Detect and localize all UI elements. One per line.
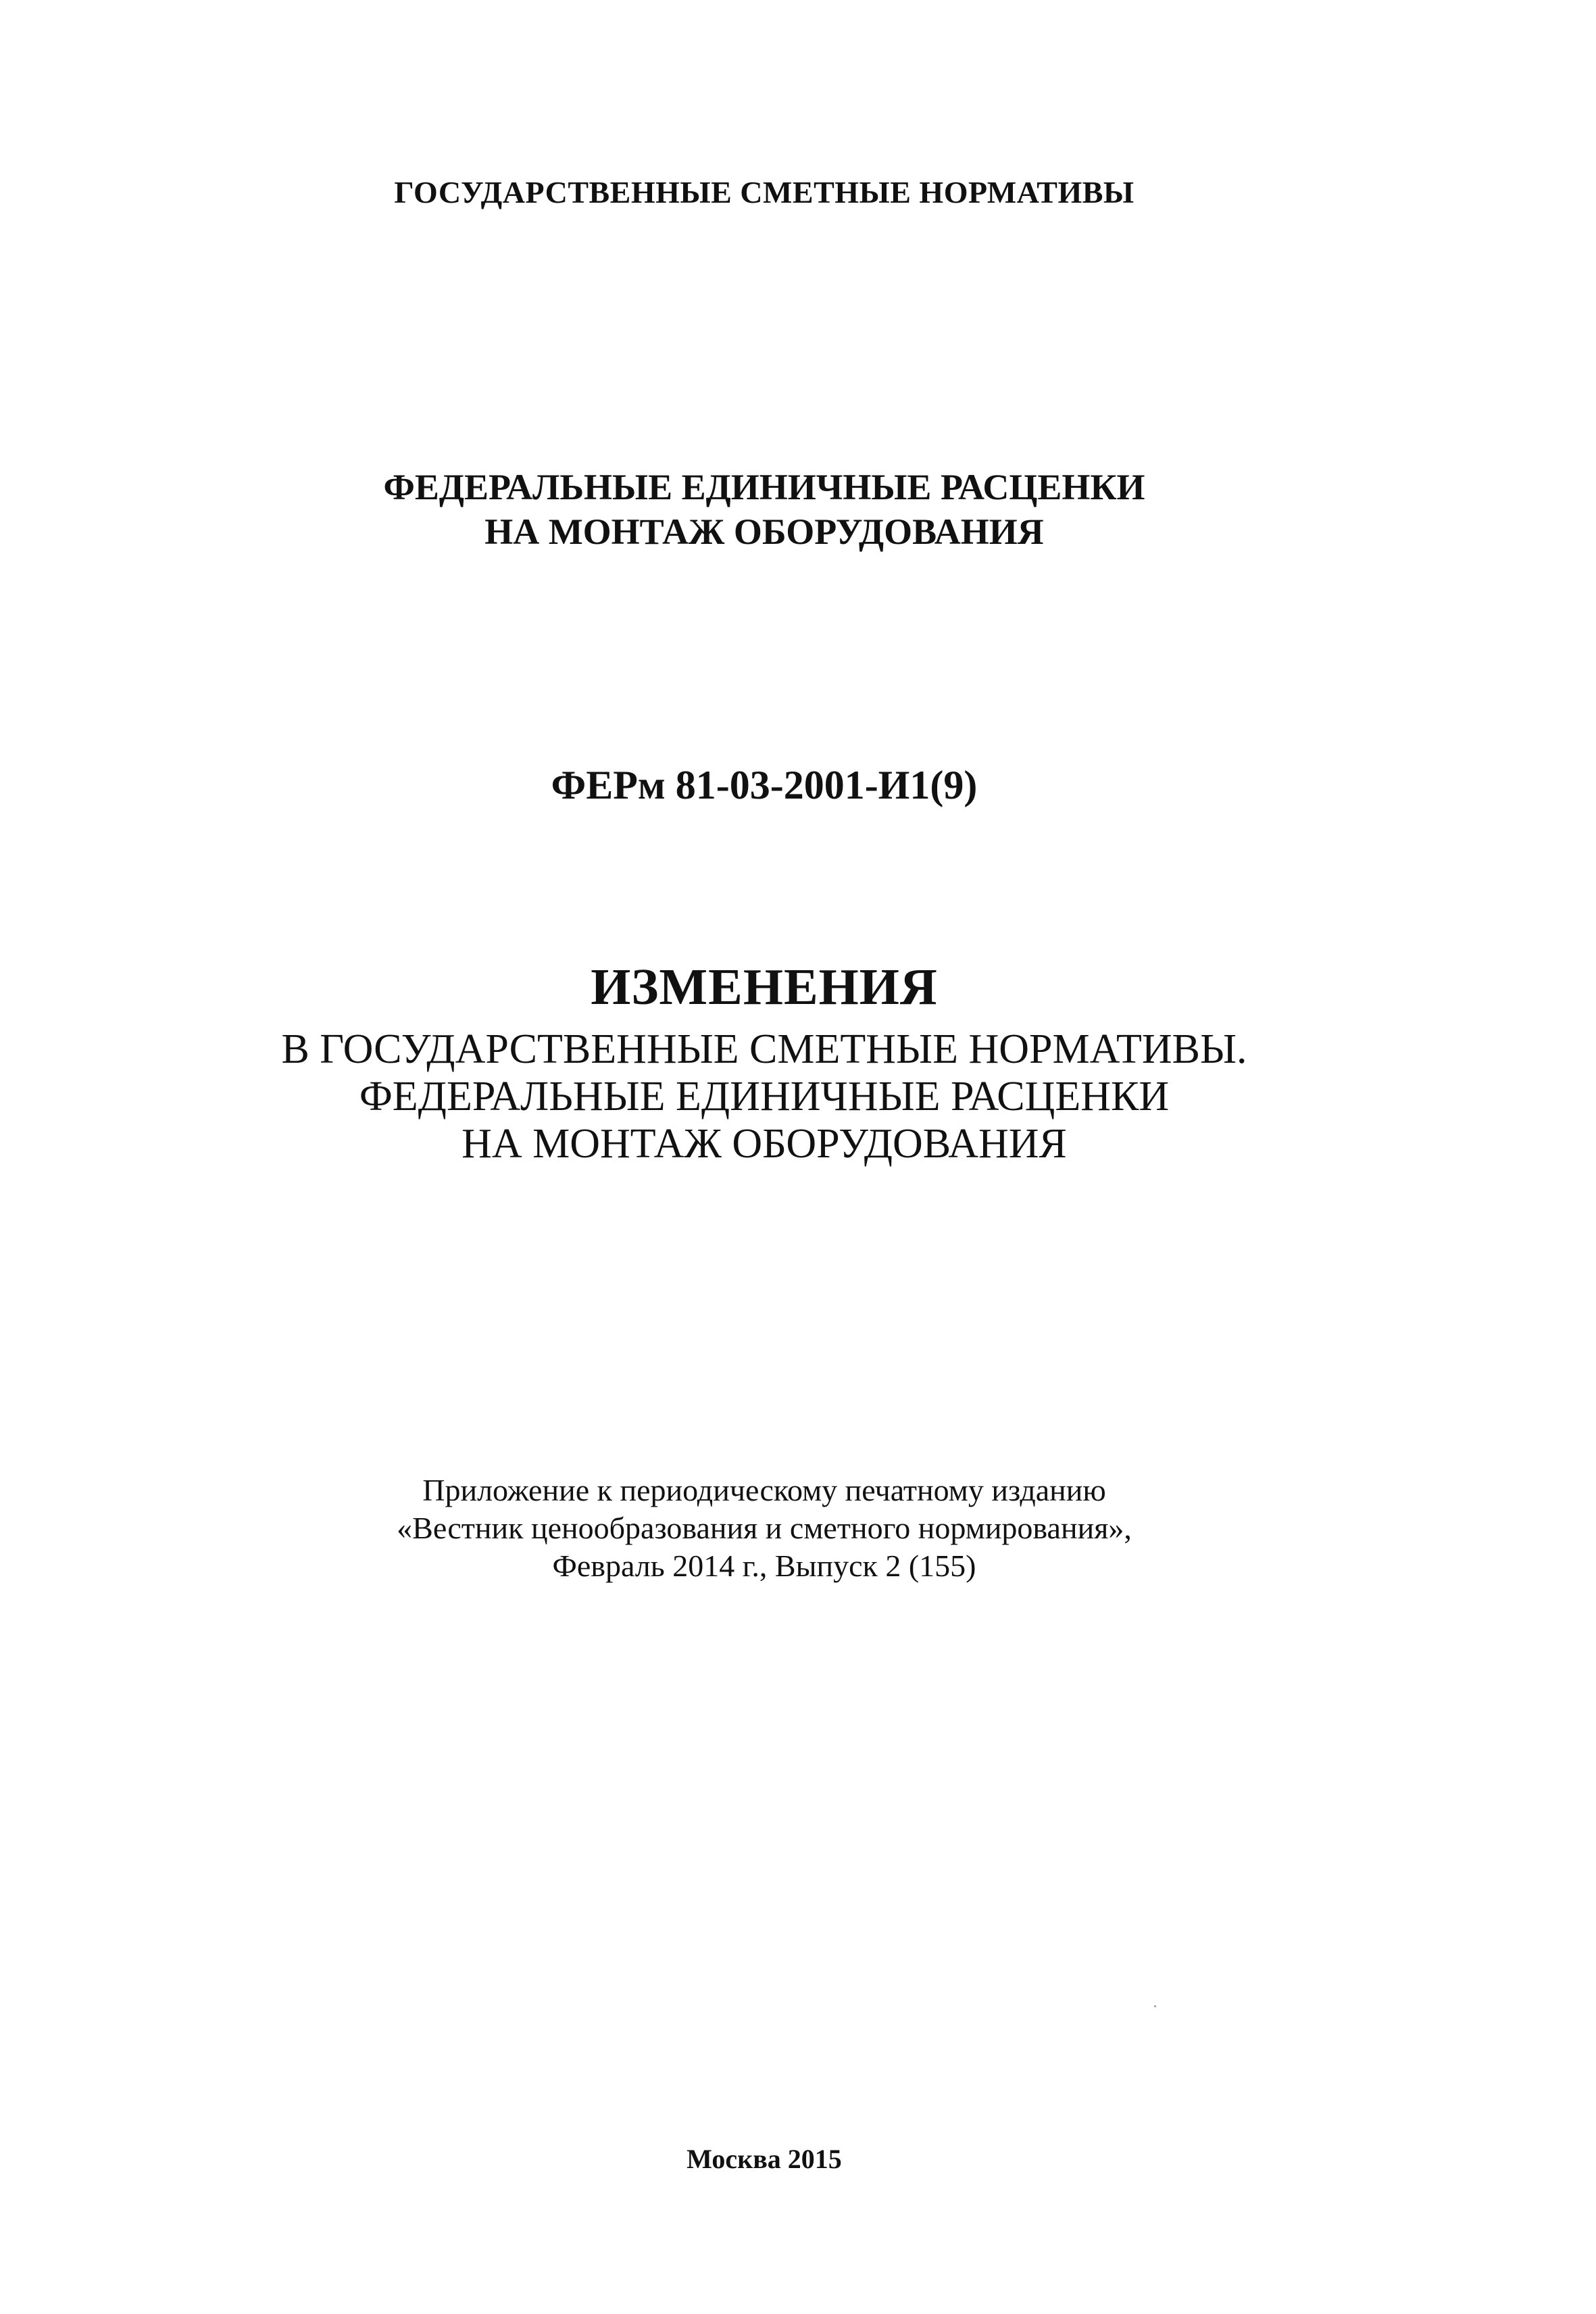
series-header-text: ГОСУДАРСТВЕННЫЕ СМЕТНЫЕ НОРМАТИВЫ xyxy=(394,175,1134,209)
changes-heading xyxy=(0,958,1528,1017)
changes-heading-text: ИЗМЕНЕНИЯ xyxy=(591,959,938,1015)
changes-subtitle xyxy=(0,1026,1528,1167)
document-code-text: ФЕРм 81-03-2001-И1(9) xyxy=(551,763,978,807)
imprint xyxy=(0,2143,1528,2175)
appendix-note-line-1: Приложение к периодическому печатному изданию xyxy=(422,1473,1106,1507)
document-code xyxy=(0,762,1528,809)
appendix-note xyxy=(0,1472,1528,1585)
imprint-text: Москва 2015 xyxy=(687,2144,842,2174)
changes-subtitle-line-1: В ГОСУДАРСТВЕННЫЕ СМЕТНЫЕ НОРМАТИВЫ. xyxy=(281,1026,1247,1072)
changes-subtitle-line-3: НА МОНТАЖ ОБОРУДОВАНИЯ xyxy=(462,1121,1067,1167)
collection-title xyxy=(0,465,1528,554)
collection-title-line-2: НА МОНТАЖ ОБОРУДОВАНИЯ xyxy=(484,511,1044,552)
changes-subtitle-line-2: ФЕДЕРАЛЬНЫЕ ЕДИНИЧНЫЕ РАСЦЕНКИ xyxy=(359,1074,1170,1120)
collection-title-line-1: ФЕДЕРАЛЬНЫЕ ЕДИНИЧНЫЕ РАСЦЕНКИ xyxy=(383,467,1145,507)
series-header xyxy=(0,174,1528,210)
scan-speck xyxy=(1154,2005,1156,2007)
appendix-note-line-2: «Вестник ценообразования и сметного нормирования», xyxy=(397,1511,1132,1545)
appendix-note-line-3: Февраль 2014 г., Выпуск 2 (155) xyxy=(552,1549,976,1583)
